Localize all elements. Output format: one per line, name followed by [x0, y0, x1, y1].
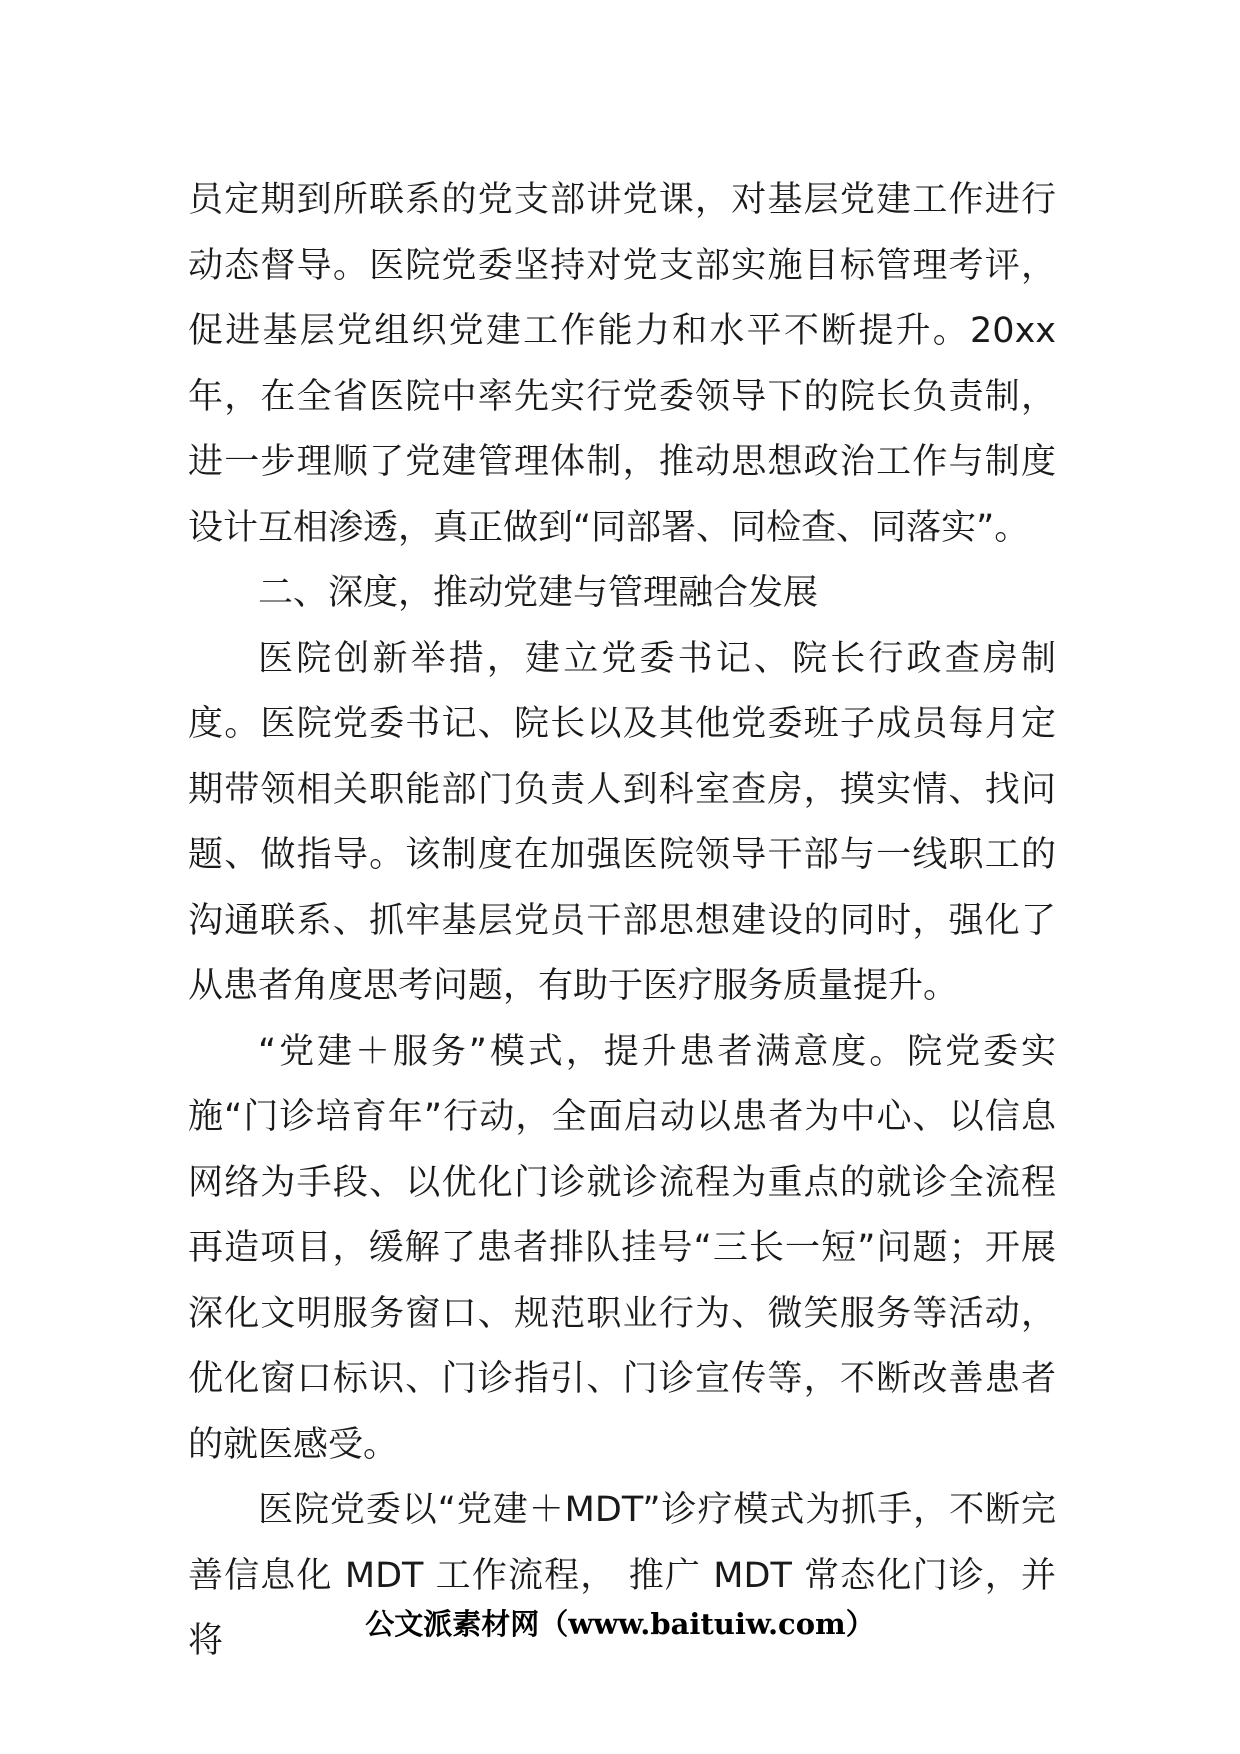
- footer-watermark: 公文派素材网（www.baituiw.com）: [365, 1607, 875, 1641]
- paragraph-service-model: “党建＋服务”模式，提升患者满意度。院党委实施“门诊培育年”行动，全面启动以患者为中心、以信息网络为手段、以优化门诊就诊流程为重点的就诊全流程再造项目，缓解了患者排队挂号“三长一短”问题；开展深化文明服务窗口、规范职业行为、微笑服务等活动，优化窗口标识、门诊指引、门诊宣传等，不断改善患者的就医感受。: [188, 1031, 1056, 1465]
- section-heading: 二、深度，推动党建与管理融合发展: [258, 573, 819, 613]
- paragraph-rounds-system: 医院创新举措，建立党委书记、院长行政查房制度。医院党委书记、院长以及其他党委班子成员每月定期带领相关职能部门负责人到科室查房，摸实情、找问题、做指导。该制度在加强医院领导干部与一线职工的沟通联系、抓牢基层党员干部思想建设的同时，强化了从患者角度思考问题，有助于医疗服务质量提升。: [188, 638, 1056, 1006]
- paragraph-mdt: 医院党委以“党建＋MDT”诊疗模式为抓手，不断完善信息化 MDT 工作流程， 推广 MDT 常态化门诊，并将: [188, 1490, 1056, 1661]
- document-body: [188, 168, 1056, 1675]
- paragraph-continuation: 员定期到所联系的党支部讲党课，对基层党建工作进行动态督导。医院党委坚持对党支部实施目标管理考评，促进基层党组织党建工作能力和水平不断提升。20xx 年，在全省医院中率先实行党委领导下的院长负责制，进一步理顺了党建管理体制，推动思想政治工作与制度设计互相渗透，真正做到“同部署、同检查、同落实”。: [188, 180, 1056, 548]
